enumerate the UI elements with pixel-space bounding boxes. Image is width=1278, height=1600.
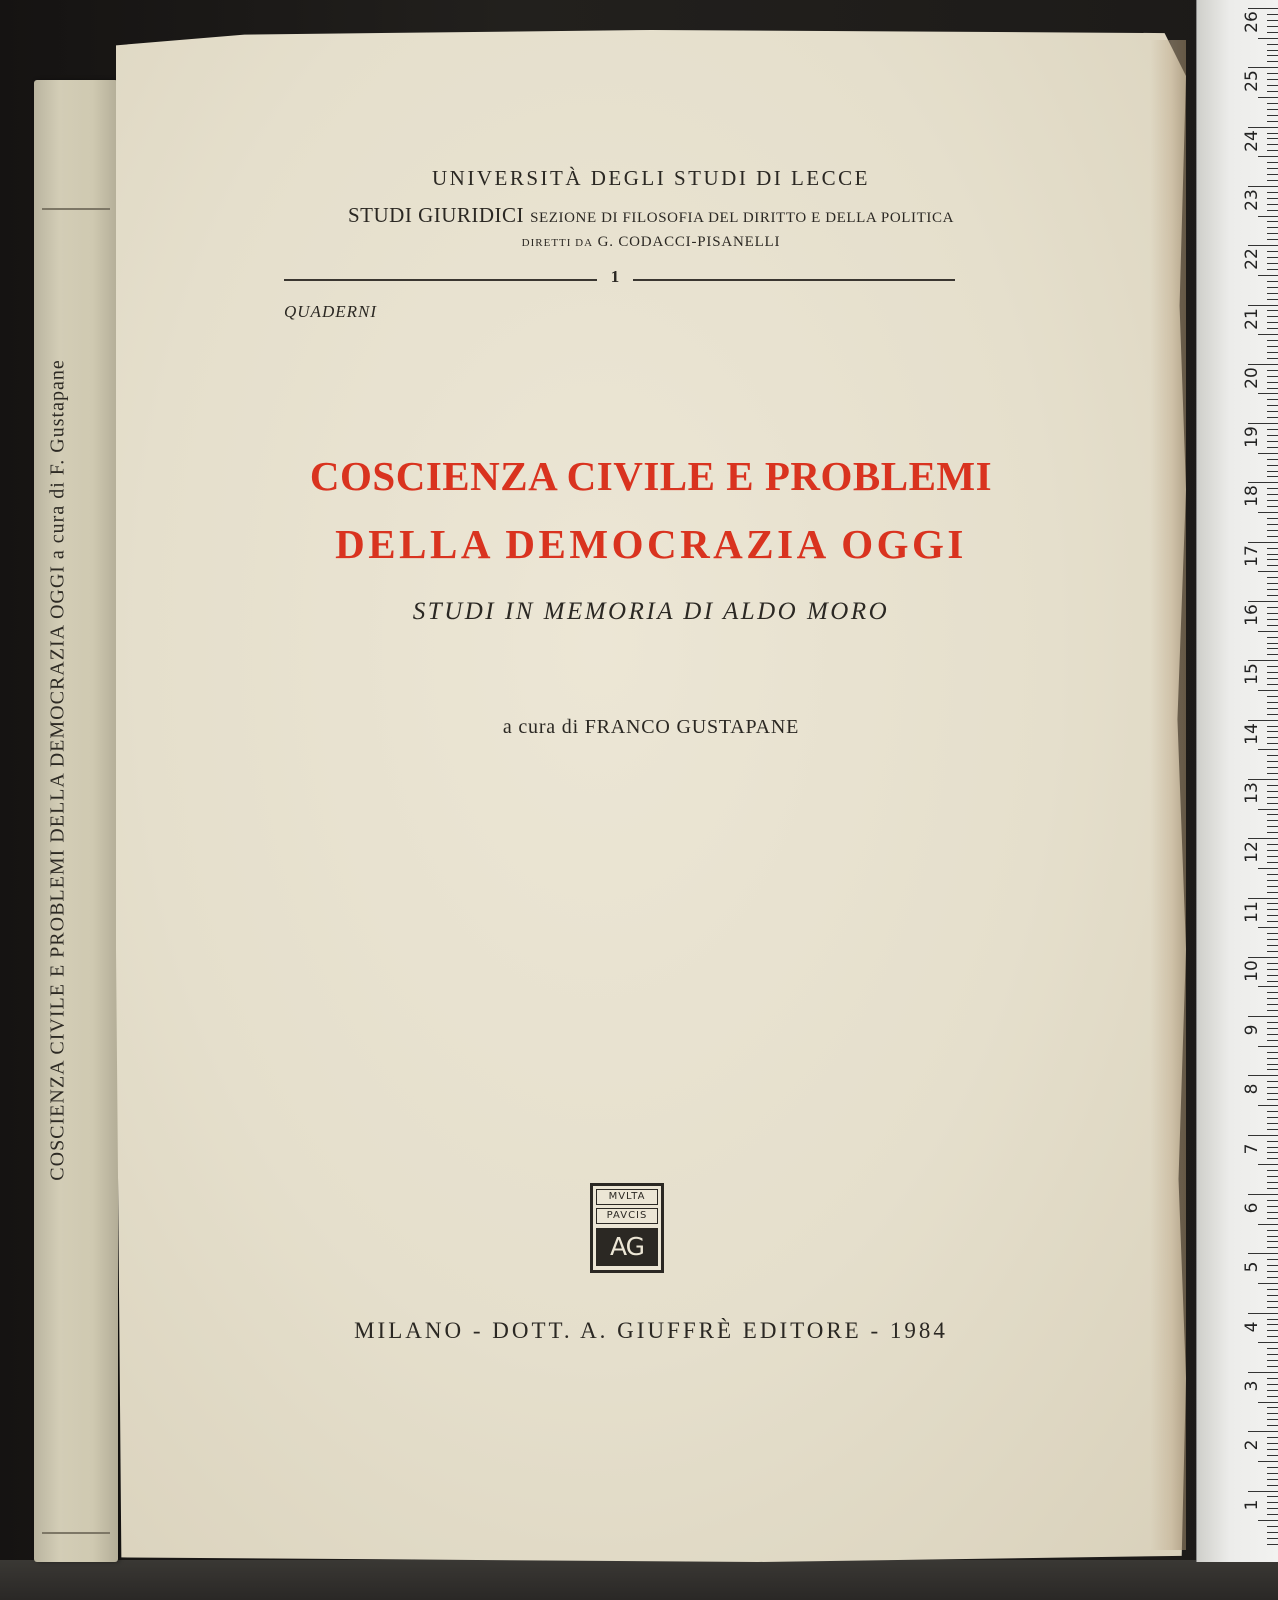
- ruler-tick: [1267, 743, 1278, 744]
- ruler-number: 19: [1242, 426, 1262, 448]
- ruler-tick: [1267, 1022, 1278, 1023]
- ruler-number: 22: [1242, 248, 1262, 271]
- ruler-tick: [1267, 1467, 1278, 1468]
- ruler-tick: [1267, 737, 1278, 738]
- ruler-tick: [1267, 1058, 1278, 1059]
- series-main: STUDI GIURIDICI: [347, 203, 525, 227]
- ruler-tick: [1267, 684, 1278, 685]
- ruler-tick: [1267, 1324, 1278, 1325]
- ruler-tick: [1267, 1206, 1278, 1207]
- ruler-tick: [1267, 162, 1278, 163]
- ruler-tick: [1267, 672, 1278, 673]
- ruler-tick: [1267, 382, 1278, 383]
- ruler-tick: [1267, 862, 1278, 863]
- ruler-tick: [1267, 441, 1278, 442]
- ruler-tick: [1267, 109, 1278, 110]
- ruler-tick: [1267, 20, 1278, 21]
- director-name: G. CODACCI-PISANELLI: [597, 234, 781, 250]
- ruler-tick: [1267, 589, 1278, 590]
- ruler-tick: [1267, 1247, 1278, 1248]
- ruler-tick: [1267, 731, 1278, 732]
- ruler-tick: [1267, 696, 1278, 697]
- ruler-tick: [1267, 548, 1278, 549]
- ruler-tick: [1267, 447, 1278, 448]
- ruler-tick: [1267, 506, 1278, 507]
- directors-line: [116, 234, 1186, 251]
- ruler-tick: [1267, 1295, 1278, 1296]
- ruler-tick: [1267, 903, 1278, 904]
- ruler-tick: [1267, 1087, 1278, 1088]
- ruler-tick: [1267, 1099, 1278, 1100]
- ruler-tick: [1267, 174, 1278, 175]
- ruler-tick: [1267, 1455, 1278, 1456]
- ruler-tick: [1267, 85, 1278, 86]
- ruler-tick: [1267, 1366, 1278, 1367]
- ruler-tick: [1267, 239, 1278, 240]
- ruler-tick: [1267, 975, 1278, 976]
- ruler-tick: [1267, 583, 1278, 584]
- ruler-tick: [1267, 1348, 1278, 1349]
- ruler-number: 12: [1242, 841, 1262, 864]
- ruler-tick: [1267, 565, 1278, 566]
- university-name: UNIVERSITÀ DEGLI STUDI DI LECCE: [432, 166, 870, 190]
- ruler-tick: [1267, 648, 1278, 649]
- ruler-tick: [1267, 1265, 1278, 1266]
- ruler-tick: [1267, 1413, 1278, 1414]
- ruler-tick: [1267, 820, 1278, 821]
- ruler-tick: [1267, 643, 1278, 644]
- ruler-tick: [1267, 886, 1278, 887]
- ruler-number: 11: [1242, 900, 1262, 923]
- ruler-number: 26: [1242, 11, 1262, 33]
- ruler-tick: [1267, 577, 1278, 578]
- ruler-number: 6: [1242, 1202, 1262, 1214]
- ruler-tick: [1267, 1034, 1278, 1035]
- ruler-tick: [1267, 1241, 1278, 1242]
- ruler-number: 10: [1242, 959, 1262, 982]
- ruler-tick: [1267, 1508, 1278, 1509]
- ruler-tick: [1267, 518, 1278, 519]
- ruler-tick: [1267, 714, 1278, 715]
- spine-rule: [42, 208, 110, 210]
- ruler-tick: [1267, 370, 1278, 371]
- ruler-tick: [1267, 328, 1278, 329]
- ruler-tick: [1267, 388, 1278, 389]
- ruler-number: 23: [1242, 189, 1262, 211]
- ruler-tick: [1267, 761, 1278, 762]
- ruler-tick: [1267, 488, 1278, 489]
- ruler-tick: [1267, 121, 1278, 122]
- ruler-tick: [1267, 1479, 1278, 1480]
- ruler-tick: [1267, 376, 1278, 377]
- measuring-ruler: [1196, 0, 1278, 1562]
- ruler-tick: [1267, 678, 1278, 679]
- logo-letters: AG: [596, 1228, 658, 1266]
- ruler-tick: [1267, 613, 1278, 614]
- ruler-tick: [1267, 411, 1278, 412]
- ruler-tick: [1267, 530, 1278, 531]
- ruler-tick: [1267, 346, 1278, 347]
- ruler-tick: [1267, 726, 1278, 727]
- ruler-tick: [1267, 607, 1278, 608]
- ruler-tick: [1267, 874, 1278, 875]
- ruler-tick: [1267, 1259, 1278, 1260]
- ruler-tick: [1267, 79, 1278, 80]
- ruler-tick: [1267, 115, 1278, 116]
- ruler-tick: [1267, 1111, 1278, 1112]
- ruler-tick: [1267, 293, 1278, 294]
- ruler-tick: [1267, 939, 1278, 940]
- ruler-tick: [1267, 1147, 1278, 1148]
- ruler-tick: [1267, 981, 1278, 982]
- ruler-tick: [1267, 1064, 1278, 1065]
- ruler-tick: [1267, 1378, 1278, 1379]
- ruler-tick: [1267, 180, 1278, 181]
- ruler-tick: [1267, 1152, 1278, 1153]
- ruler-tick: [1267, 1141, 1278, 1142]
- ruler-tick: [1267, 44, 1278, 45]
- ruler-tick: [1267, 1544, 1278, 1545]
- ruler-tick: [1267, 150, 1278, 151]
- volume-number: 1: [610, 267, 620, 286]
- ruler-tick: [1267, 287, 1278, 288]
- ruler-tick: [1267, 204, 1278, 205]
- ruler-tick: [1267, 269, 1278, 270]
- ruler-tick: [1267, 257, 1278, 258]
- ruler-tick: [1267, 133, 1278, 134]
- ruler-tick: [1267, 909, 1278, 910]
- ruler-tick: [1267, 933, 1278, 934]
- ruler-tick: [1267, 969, 1278, 970]
- logo-motto-top: MVLTA: [596, 1189, 658, 1205]
- ruler-tick: [1267, 168, 1278, 169]
- ruler-number: 24: [1242, 129, 1262, 152]
- ruler-tick: [1267, 1277, 1278, 1278]
- ruler-tick: [1267, 619, 1278, 620]
- ruler-tick: [1267, 791, 1278, 792]
- ruler-tick: [1267, 559, 1278, 560]
- ruler-tick: [1267, 998, 1278, 999]
- ruler-tick: [1267, 1390, 1278, 1391]
- ruler-number: 25: [1242, 70, 1262, 93]
- ruler-tick: [1267, 1443, 1278, 1444]
- ruler-tick: [1267, 832, 1278, 833]
- ruler-tick: [1267, 1526, 1278, 1527]
- ruler-tick: [1267, 992, 1278, 993]
- ruler-tick: [1267, 1230, 1278, 1231]
- ruler-tick: [1267, 767, 1278, 768]
- ruler-tick: [1267, 654, 1278, 655]
- collection-name: QUADERNI: [284, 302, 377, 321]
- ruler-tick: [1267, 666, 1278, 667]
- ruler-tick: [1267, 945, 1278, 946]
- shelf: [0, 1560, 1278, 1600]
- ruler-tick: [1267, 803, 1278, 804]
- ruler-number: 4: [1242, 1321, 1262, 1333]
- ruler-tick: [1267, 1473, 1278, 1474]
- ruler-number: 20: [1242, 366, 1262, 389]
- ruler-tick: [1267, 814, 1278, 815]
- ruler-tick: [1267, 1301, 1278, 1302]
- ruler-tick: [1267, 251, 1278, 252]
- ruler-tick: [1267, 55, 1278, 56]
- ruler-tick: [1267, 26, 1278, 27]
- ruler-number: 5: [1242, 1261, 1262, 1273]
- ruler-tick: [1267, 1437, 1278, 1438]
- ruler-tick: [1267, 399, 1278, 400]
- ruler-number: 9: [1242, 1024, 1262, 1036]
- ruler-tick: [1267, 494, 1278, 495]
- ruler-tick: [1267, 1158, 1278, 1159]
- series-section: SEZIONE DI FILOSOFIA DEL DIRITTO E DELLA POLITICA: [530, 210, 955, 226]
- ruler-tick: [1267, 1336, 1278, 1337]
- ruler-tick: [1267, 1170, 1278, 1171]
- ruler-tick: [1267, 1212, 1278, 1213]
- ruler-tick: [1267, 476, 1278, 477]
- ruler-tick: [1267, 417, 1278, 418]
- ruler-tick: [1267, 316, 1278, 317]
- ruler-tick: [1267, 1123, 1278, 1124]
- ruler-tick: [1267, 1407, 1278, 1408]
- ruler-number: 21: [1242, 307, 1262, 330]
- ruler-tick: [1267, 340, 1278, 341]
- ruler-tick: [1267, 1384, 1278, 1385]
- ruler-tick: [1267, 1496, 1278, 1497]
- ruler-tick: [1267, 14, 1278, 15]
- ruler-tick: [1267, 221, 1278, 222]
- divider-right: [633, 279, 955, 281]
- ruler-tick: [1267, 1419, 1278, 1420]
- ruler-tick: [1267, 233, 1278, 234]
- ruler-tick: [1267, 198, 1278, 199]
- ruler-tick: [1267, 1485, 1278, 1486]
- ruler-tick: [1267, 103, 1278, 104]
- ruler-tick: [1267, 1307, 1278, 1308]
- ruler-number: 7: [1242, 1143, 1262, 1155]
- ruler-tick: [1267, 227, 1278, 228]
- ruler-number: 3: [1242, 1380, 1262, 1392]
- ruler-number: 2: [1242, 1439, 1262, 1451]
- ruler-tick: [1267, 352, 1278, 353]
- book-subtitle: STUDI IN MEMORIA DI ALDO MORO: [412, 598, 890, 625]
- ruler-tick: [1267, 702, 1278, 703]
- ruler-tick: [1267, 536, 1278, 537]
- ruler-tick: [1267, 524, 1278, 525]
- ruler-tick: [1267, 1289, 1278, 1290]
- ruler-tick: [1267, 73, 1278, 74]
- ruler-tick: [1267, 1081, 1278, 1082]
- ruler-tick: [1267, 1004, 1278, 1005]
- ruler-tick: [1267, 963, 1278, 964]
- ruler-tick: [1267, 1069, 1278, 1070]
- ruler-tick: [1267, 921, 1278, 922]
- ruler-tick: [1267, 465, 1278, 466]
- ruler-tick: [1267, 429, 1278, 430]
- ruler-tick: [1267, 892, 1278, 893]
- ruler-tick: [1267, 144, 1278, 145]
- ruler-tick: [1267, 299, 1278, 300]
- ruler-tick: [1267, 1330, 1278, 1331]
- ruler-tick: [1267, 826, 1278, 827]
- spine-rule: [42, 1532, 110, 1534]
- ruler-tick: [1267, 797, 1278, 798]
- ruler-tick: [1267, 32, 1278, 33]
- ruler-tick: [1267, 708, 1278, 709]
- ruler-number: 16: [1242, 604, 1262, 626]
- ruler-tick: [1267, 50, 1278, 51]
- ruler-tick: [1267, 1052, 1278, 1053]
- ruler-tick: [1267, 1449, 1278, 1450]
- ruler-tick: [1267, 1129, 1278, 1130]
- ruler-number: 18: [1242, 485, 1262, 508]
- ruler-tick: [1267, 856, 1278, 857]
- ruler-tick: [1267, 773, 1278, 774]
- ruler-tick: [1267, 91, 1278, 92]
- ruler-tick: [1267, 459, 1278, 460]
- ruler-tick: [1267, 192, 1278, 193]
- ruler-tick: [1267, 1040, 1278, 1041]
- ruler-tick: [1267, 915, 1278, 916]
- ruler-tick: [1267, 625, 1278, 626]
- spine-title: COSCIENZA CIVILE E PROBLEMI DELLA DEMOCRAZIA OGGI a cura di F. Gustapane: [46, 359, 69, 1181]
- ruler-tick: [1267, 1117, 1278, 1118]
- ruler-number: 15: [1242, 663, 1262, 686]
- ruler-tick: [1267, 1354, 1278, 1355]
- ruler-tick: [1267, 1360, 1278, 1361]
- publisher-logo: [590, 1183, 664, 1273]
- ruler-tick: [1267, 471, 1278, 472]
- ruler-tick: [1267, 310, 1278, 311]
- ruler-tick: [1267, 138, 1278, 139]
- ruler-tick: [1267, 850, 1278, 851]
- divider-left: [284, 279, 597, 281]
- ruler-tick: [1267, 281, 1278, 282]
- ruler-tick: [1267, 1010, 1278, 1011]
- ruler-tick: [1267, 755, 1278, 756]
- ruler-tick: [1267, 322, 1278, 323]
- ruler-tick: [1267, 61, 1278, 62]
- ruler-tick: [1267, 1176, 1278, 1177]
- ruler-tick: [1267, 1218, 1278, 1219]
- directed-by-label: DIRETTI DA: [521, 237, 594, 249]
- ruler-tick: [1267, 1271, 1278, 1272]
- ruler-tick: [1267, 405, 1278, 406]
- ruler-tick: [1267, 1236, 1278, 1237]
- ruler-tick: [1267, 1200, 1278, 1201]
- ruler-tick: [1267, 595, 1278, 596]
- book-title-line-1: COSCIENZA CIVILE E PROBLEMI: [309, 453, 993, 499]
- book-title-line-2: DELLA DEMOCRAZIA OGGI: [335, 521, 967, 567]
- ruler-number: 14: [1242, 722, 1262, 745]
- ruler-tick: [1267, 435, 1278, 436]
- ruler-tick: [1267, 210, 1278, 211]
- ruler-tick: [1267, 358, 1278, 359]
- ruler-tick: [1267, 1396, 1278, 1397]
- ruler-tick: [1267, 1093, 1278, 1094]
- ruler-number: 13: [1242, 782, 1262, 804]
- ruler-tick: [1267, 880, 1278, 881]
- ruler-tick: [1267, 844, 1278, 845]
- ruler-number: 1: [1242, 1499, 1262, 1510]
- series-line: [116, 203, 1186, 228]
- ruler-tick: [1267, 637, 1278, 638]
- ruler-tick: [1267, 263, 1278, 264]
- ruler-number: 17: [1242, 544, 1262, 567]
- ruler-tick: [1267, 1532, 1278, 1533]
- ruler-tick: [1267, 1425, 1278, 1426]
- ruler-tick: [1267, 1514, 1278, 1515]
- ruler-tick: [1267, 1319, 1278, 1320]
- editor-credit: a cura di FRANCO GUSTAPANE: [502, 716, 800, 738]
- ruler-tick: [1267, 1188, 1278, 1189]
- ruler-tick: [1267, 785, 1278, 786]
- ruler-tick: [1267, 1182, 1278, 1183]
- ruler-number: 8: [1242, 1083, 1262, 1095]
- ruler-tick: [1267, 1502, 1278, 1503]
- ruler-tick: [1267, 1028, 1278, 1029]
- ruler-tick: [1267, 951, 1278, 952]
- ruler-tick: [1267, 1538, 1278, 1539]
- publisher-imprint: MILANO - DOTT. A. GIUFFRÈ EDITORE - 1984: [354, 1318, 948, 1343]
- logo-motto-mid: PAVCIS: [596, 1208, 658, 1224]
- ruler-tick: [1267, 554, 1278, 555]
- ruler-tick: [1267, 500, 1278, 501]
